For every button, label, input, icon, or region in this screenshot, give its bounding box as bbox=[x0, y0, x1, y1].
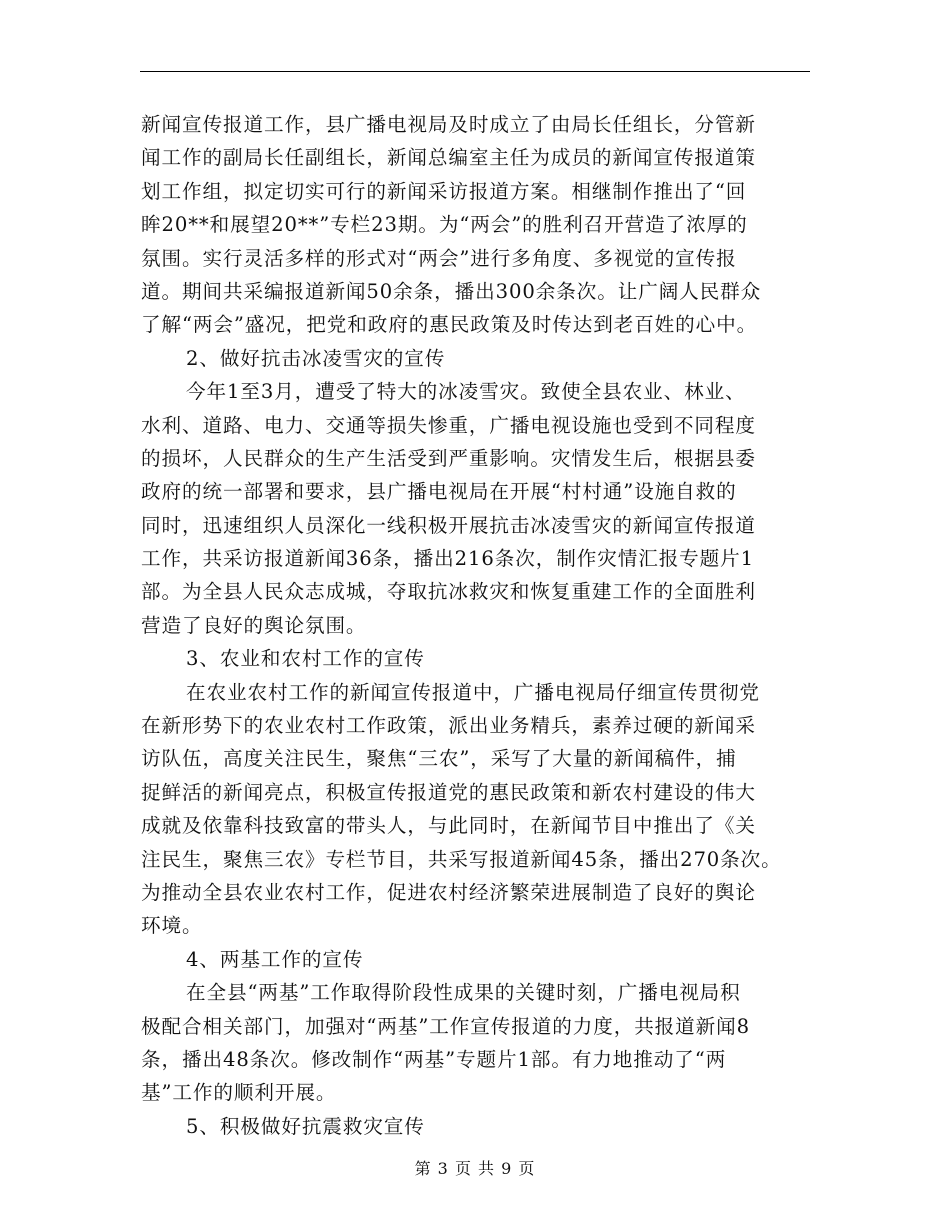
text-line: 眸20**和展望20**”专栏23期。为“两会”的胜利召开营造了浓厚的 bbox=[141, 213, 748, 237]
text-line: 了解“两会”盛况，把党和政府的惠民政策及时传达到老百姓的心中。 bbox=[141, 313, 758, 337]
page-number-footer: 第 3 页 共 9 页 bbox=[414, 1159, 536, 1178]
text-line: 道。期间共采编报道新闻50余条，播出300余条次。让广阔人民群众 bbox=[141, 279, 762, 303]
body-text bbox=[141, 108, 821, 1143]
text-line: 注民生，聚焦三农》专栏节目，共采写报道新闻45条，播出270条次。 bbox=[141, 847, 782, 871]
text-line: 访队伍，高度关注民生，聚焦“三农”，采写了大量的新闻稿件，捕 bbox=[141, 747, 737, 771]
text-line: 划工作组，拟定切实可行的新闻采访报道方案。相继制作推出了“回 bbox=[141, 179, 747, 203]
text-line: 闻工作的副局长任副组长，新闻总编室主任为成员的新闻宣传报道策 bbox=[141, 146, 756, 170]
section-heading-3: 3、农业和农村工作的宣传 bbox=[186, 647, 425, 671]
section-heading-2: 2、做好抗击冰凌雪灾的宣传 bbox=[186, 346, 446, 370]
text-line: 在新形势下的农业农村工作政策，派出业务精兵，素养过硬的新闻采 bbox=[141, 714, 756, 738]
section-heading-5: 5、积极做好抗震救灾宣传 bbox=[186, 1114, 425, 1138]
text-line: 营造了良好的舆论氛围。 bbox=[141, 613, 367, 637]
text-line: 水利、道路、电力、交通等损失惨重，广播电视设施也受到不同程度 bbox=[141, 413, 756, 437]
text-line: 为推动全县农业农村工作，促进农村经济繁荣进展制造了良好的舆论 bbox=[141, 880, 756, 904]
text-line: 政府的统一部署和要求，县广播电视局在开展“村村通”设施自救的 bbox=[141, 480, 737, 504]
section-heading-4: 4、两基工作的宣传 bbox=[186, 947, 364, 971]
text-line: 氛围。实行灵活多样的形式对“两会”进行多角度、多视觉的宣传报 bbox=[141, 246, 737, 270]
text-line: 工作，共采访报道新闻36条，播出216条次，制作灾情汇报专题片1 bbox=[141, 547, 755, 571]
text-line: 在农业农村工作的新闻宣传报道中，广播电视局仔细宣传贯彻党 bbox=[186, 680, 760, 704]
header-rule bbox=[140, 71, 810, 72]
text-line: 同时，迅速组织人员深化一线积极开展抗击冰凌雪灾的新闻宣传报道 bbox=[141, 513, 756, 537]
text-line: 在全县“两基”工作取得阶段性成果的关键时刻，广播电视局积 bbox=[186, 981, 741, 1005]
text-line: 极配合相关部门，加强对“两基”工作宣传报道的力度，共报道新闻8 bbox=[141, 1014, 751, 1038]
text-line: 条，播出48条次。修改制作“两基”专题片1部。有力地推动了“两 bbox=[141, 1047, 727, 1071]
text-line: 成就及依靠科技致富的带头人，与此同时，在新闻节目中推出了《关 bbox=[141, 814, 756, 838]
text-line: 基”工作的顺利开展。 bbox=[141, 1081, 337, 1105]
text-line: 捉鲜活的新闻亮点，积极宣传报道党的惠民政策和新农村建设的伟大 bbox=[141, 780, 756, 804]
text-line: 今年1至3月，遭受了特大的冰凌雪灾。致使全县农业、林业、 bbox=[186, 380, 746, 404]
text-line: 新闻宣传报道工作，县广播电视局及时成立了由局长任组长，分管新 bbox=[141, 113, 756, 136]
text-line: 部。为全县人民众志成城，夺取抗冰救灾和恢复重建工作的全面胜利 bbox=[141, 580, 756, 604]
text-line: 环境。 bbox=[141, 914, 203, 938]
text-line: 的损坏，人民群众的生产生活受到严重影响。灾情发生后，根据县委 bbox=[141, 446, 756, 470]
